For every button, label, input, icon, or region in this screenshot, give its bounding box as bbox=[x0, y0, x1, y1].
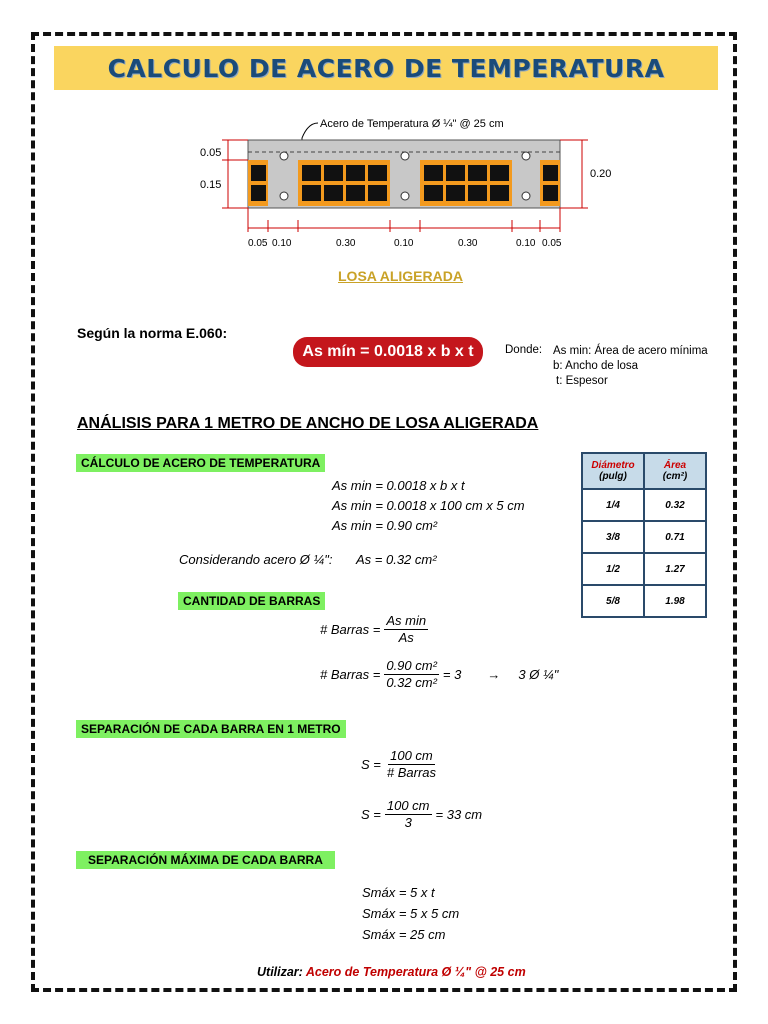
left-dimension bbox=[222, 140, 248, 208]
title-banner bbox=[54, 46, 718, 90]
analysis-title: ANÁLISIS PARA 1 METRO DE ANCHO DE LOSA ALIGERADA bbox=[77, 415, 539, 432]
table-row: 5/8 1.98 bbox=[582, 585, 706, 617]
dim-bottom-2: 0.10 bbox=[272, 238, 292, 249]
dim-020: 0.20 bbox=[590, 168, 612, 180]
considerando-label: Considerando acero Ø ¼": bbox=[179, 552, 333, 567]
norma-label: Según la norma E.060: bbox=[77, 325, 228, 341]
table-row: 1/2 1.27 bbox=[582, 553, 706, 585]
dim-bottom-5: 0.30 bbox=[458, 238, 478, 249]
table-row: 3/8 0.71 bbox=[582, 521, 706, 553]
dim-bottom-1: 0.05 bbox=[248, 238, 268, 249]
footer-lead: Utilizar: bbox=[257, 965, 303, 979]
eq-s-1: S = $\frac{100 cm}{\text{\# Barras}}$ bbox=[361, 748, 437, 780]
right-dimension bbox=[560, 140, 588, 208]
col-diametro: Diámetro (pulg) bbox=[582, 453, 644, 489]
table-row: 1/4 0.32 bbox=[582, 489, 706, 521]
eq-barras-2: # Barras = $\frac{\text{0.90 cm²}}{\text{0.32 cm²}}$ = 3 → 3 Ø ¼" bbox=[320, 658, 559, 690]
eq-as-min-3: As min = 0.90 cm² bbox=[332, 518, 438, 533]
rebar-label: Acero de Temperatura Ø ¼" @ 25 cm bbox=[320, 118, 504, 130]
dim-bottom-3: 0.30 bbox=[336, 238, 356, 249]
footer-value: Acero de Temperatura Ø ¼" @ 25 cm bbox=[305, 965, 526, 979]
hollow-block-right bbox=[540, 160, 560, 206]
eq-smax-1: Smáx = 5 x t bbox=[362, 885, 435, 900]
page-title: CALCULO DE ACERO DE TEMPERATURA bbox=[107, 53, 665, 83]
def-b: b: Ancho de losa bbox=[553, 360, 639, 372]
eq-smax-2: Smáx = 5 x 5 cm bbox=[362, 906, 460, 921]
arrow-icon: → bbox=[487, 667, 501, 682]
section-cantidad-label: CANTIDAD DE BARRAS bbox=[178, 592, 325, 610]
section-calculo-label: CÁLCULO DE ACERO DE TEMPERATURA bbox=[76, 454, 325, 472]
footer-note bbox=[257, 965, 526, 979]
dim-bottom-4: 0.10 bbox=[394, 238, 414, 249]
hollow-block-1 bbox=[298, 160, 390, 206]
donde-label: Donde: bbox=[505, 344, 543, 356]
hollow-block-2 bbox=[420, 160, 512, 206]
dim-bottom-7: 0.05 bbox=[542, 238, 562, 249]
eq-s-2: S = $\frac{100 cm}{3}$ = 33 cm bbox=[361, 798, 483, 830]
dim-005: 0.05 bbox=[200, 147, 222, 159]
eq-barras-1: # Barras = $\frac{\text{As min}}{As}$ bbox=[320, 613, 427, 645]
diameter-area-table bbox=[581, 452, 707, 618]
section-separacion-max-label: SEPARACIÓN MÁXIMA DE CADA BARRA bbox=[76, 851, 335, 869]
section-separacion-label: SEPARACIÓN DE CADA BARRA EN 1 METRO bbox=[76, 720, 346, 738]
def-t: t: Espesor bbox=[556, 375, 608, 387]
as-value: As = 0.32 cm² bbox=[356, 552, 437, 567]
eq-as-min-2: As min = 0.0018 x 100 cm x 5 cm bbox=[332, 498, 525, 513]
bottom-dimension bbox=[248, 208, 560, 232]
col-area: Área (cm²) bbox=[644, 453, 706, 489]
definitions bbox=[553, 344, 708, 389]
eq-smax-3: Smáx = 25 cm bbox=[362, 927, 446, 942]
dim-015: 0.15 bbox=[200, 179, 222, 191]
formula-badge: As mín = 0.0018 x b x t bbox=[293, 337, 483, 367]
dim-bottom-6: 0.10 bbox=[516, 238, 536, 249]
eq-as-min-1: As min = 0.0018 x b x t bbox=[332, 478, 465, 493]
diagram-caption: LOSA ALIGERADA bbox=[338, 268, 463, 284]
slab-diagram bbox=[190, 110, 630, 260]
table-header-row bbox=[582, 453, 706, 489]
hollow-block-left bbox=[248, 160, 268, 206]
def-as-min: As min: Área de acero mínima bbox=[553, 345, 708, 357]
